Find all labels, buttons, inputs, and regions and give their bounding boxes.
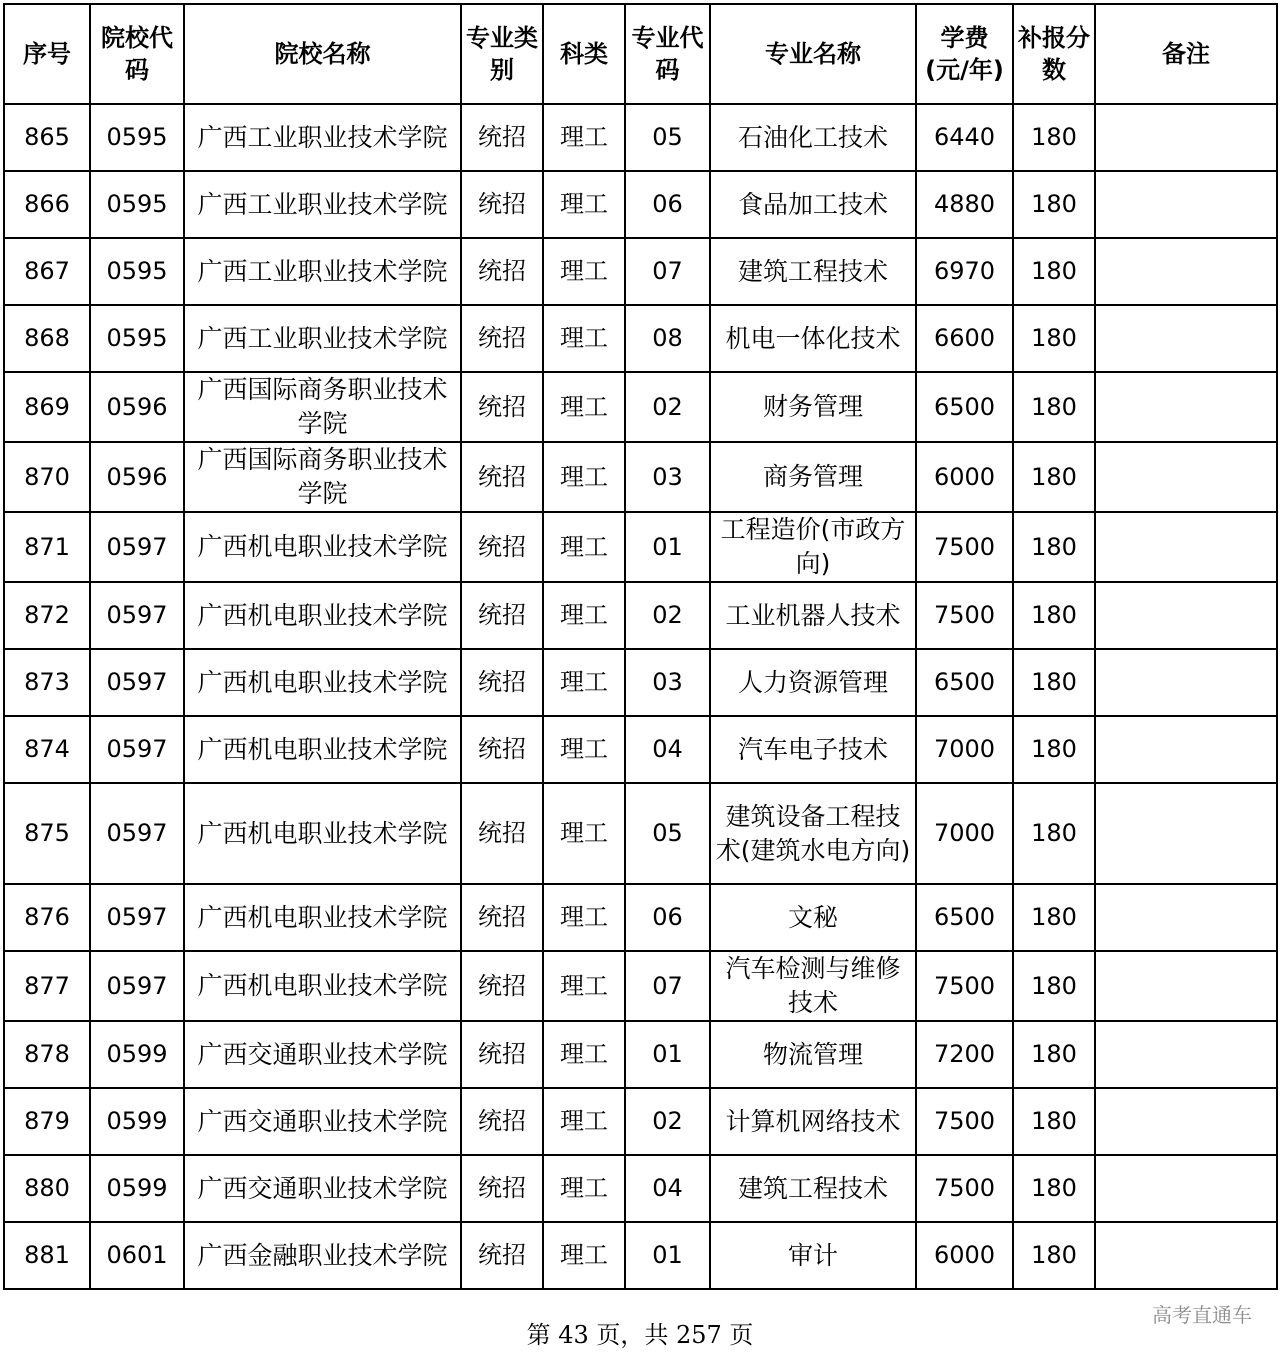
cell-school-code: 0597 (90, 716, 184, 783)
cell-school-name: 广西交通职业技术学院 (184, 1155, 461, 1222)
cell-major-code: 02 (625, 1088, 710, 1155)
cell-major-code: 03 (625, 442, 710, 512)
cell-major-name: 机电一体化技术 (710, 305, 916, 372)
cell-school-code: 0596 (90, 372, 184, 442)
cell-subject: 理工 (543, 238, 625, 305)
cell-school-name: 广西机电职业技术学院 (184, 512, 461, 582)
cell-school-name: 广西交通职业技术学院 (184, 1088, 461, 1155)
table-row (4, 884, 1277, 951)
cell-tuition: 6500 (916, 372, 1013, 442)
cell-major-code: 07 (625, 951, 710, 1021)
cell-major-code: 04 (625, 716, 710, 783)
table-row (4, 442, 1277, 512)
cell-subject: 理工 (543, 716, 625, 783)
cell-major-code: 06 (625, 884, 710, 951)
cell-category: 统招 (461, 1222, 543, 1289)
cell-school-name: 广西金融职业技术学院 (184, 1222, 461, 1289)
cell-tuition: 6500 (916, 649, 1013, 716)
cell-tuition: 6600 (916, 305, 1013, 372)
cell-seq: 873 (4, 649, 90, 716)
cell-major-name: 建筑工程技术 (710, 238, 916, 305)
cell-school-name: 广西机电职业技术学院 (184, 884, 461, 951)
header-row (4, 4, 1277, 104)
cell-school-code: 0597 (90, 783, 184, 884)
cell-category: 统招 (461, 1021, 543, 1088)
table-row (4, 1222, 1277, 1289)
cell-score: 180 (1013, 716, 1095, 783)
cell-score: 180 (1013, 884, 1095, 951)
cell-school-code: 0597 (90, 649, 184, 716)
cell-note (1095, 238, 1277, 305)
admissions-table (3, 3, 1278, 1290)
cell-tuition: 6500 (916, 884, 1013, 951)
cell-note (1095, 512, 1277, 582)
cell-subject: 理工 (543, 649, 625, 716)
cell-subject: 理工 (543, 951, 625, 1021)
cell-seq: 867 (4, 238, 90, 305)
cell-score: 180 (1013, 238, 1095, 305)
cell-note (1095, 951, 1277, 1021)
cell-subject: 理工 (543, 104, 625, 171)
table-row (4, 305, 1277, 372)
cell-score: 180 (1013, 582, 1095, 649)
cell-subject: 理工 (543, 442, 625, 512)
header-school-name: 院校名称 (184, 4, 461, 104)
cell-tuition: 4880 (916, 171, 1013, 238)
cell-tuition: 7000 (916, 716, 1013, 783)
cell-seq: 881 (4, 1222, 90, 1289)
cell-school-code: 0597 (90, 512, 184, 582)
cell-seq: 869 (4, 372, 90, 442)
cell-category: 统招 (461, 171, 543, 238)
cell-school-code: 0599 (90, 1021, 184, 1088)
cell-school-code: 0595 (90, 104, 184, 171)
cell-subject: 理工 (543, 372, 625, 442)
cell-seq: 874 (4, 716, 90, 783)
cell-note (1095, 649, 1277, 716)
cell-note (1095, 442, 1277, 512)
cell-note (1095, 884, 1277, 951)
cell-category: 统招 (461, 716, 543, 783)
cell-school-code: 0595 (90, 238, 184, 305)
table-row (4, 238, 1277, 305)
table-row (4, 716, 1277, 783)
cell-category: 统招 (461, 884, 543, 951)
header-subject: 科类 (543, 4, 625, 104)
cell-tuition: 7000 (916, 783, 1013, 884)
cell-major-name: 计算机网络技术 (710, 1088, 916, 1155)
cell-subject: 理工 (543, 783, 625, 884)
cell-subject: 理工 (543, 171, 625, 238)
cell-major-name: 石油化工技术 (710, 104, 916, 171)
cell-major-code: 08 (625, 305, 710, 372)
cell-note (1095, 104, 1277, 171)
cell-note (1095, 1155, 1277, 1222)
cell-subject: 理工 (543, 1021, 625, 1088)
cell-school-code: 0595 (90, 171, 184, 238)
cell-category: 统招 (461, 238, 543, 305)
header-score: 补报分数 (1013, 4, 1095, 104)
cell-score: 180 (1013, 1155, 1095, 1222)
cell-school-code: 0596 (90, 442, 184, 512)
cell-major-name: 工程造价(市政方向) (710, 512, 916, 582)
cell-subject: 理工 (543, 884, 625, 951)
cell-major-name: 建筑设备工程技术(建筑水电方向) (710, 783, 916, 884)
header-note: 备注 (1095, 4, 1277, 104)
cell-school-code: 0597 (90, 884, 184, 951)
cell-score: 180 (1013, 372, 1095, 442)
cell-major-code: 02 (625, 582, 710, 649)
cell-school-code: 0595 (90, 305, 184, 372)
cell-score: 180 (1013, 512, 1095, 582)
cell-school-name: 广西机电职业技术学院 (184, 582, 461, 649)
cell-seq: 876 (4, 884, 90, 951)
cell-note (1095, 305, 1277, 372)
cell-school-name: 广西机电职业技术学院 (184, 951, 461, 1021)
table-row (4, 951, 1277, 1021)
header-seq: 序号 (4, 4, 90, 104)
cell-tuition: 6000 (916, 1222, 1013, 1289)
cell-category: 统招 (461, 1155, 543, 1222)
header-tuition: 学费(元/年) (916, 4, 1013, 104)
cell-school-code: 0597 (90, 951, 184, 1021)
cell-category: 统招 (461, 305, 543, 372)
header-major-code: 专业代码 (625, 4, 710, 104)
cell-category: 统招 (461, 951, 543, 1021)
cell-seq: 879 (4, 1088, 90, 1155)
cell-seq: 877 (4, 951, 90, 1021)
cell-note (1095, 171, 1277, 238)
cell-note (1095, 1222, 1277, 1289)
cell-major-name: 物流管理 (710, 1021, 916, 1088)
table-row (4, 512, 1277, 582)
cell-category: 统招 (461, 512, 543, 582)
cell-seq: 872 (4, 582, 90, 649)
cell-tuition: 7500 (916, 512, 1013, 582)
table-row (4, 1155, 1277, 1222)
cell-school-code: 0601 (90, 1222, 184, 1289)
cell-seq: 865 (4, 104, 90, 171)
cell-major-code: 01 (625, 1021, 710, 1088)
cell-seq: 866 (4, 171, 90, 238)
cell-seq: 870 (4, 442, 90, 512)
cell-note (1095, 372, 1277, 442)
cell-category: 统招 (461, 783, 543, 884)
header-school-code: 院校代码 (90, 4, 184, 104)
cell-school-code: 0599 (90, 1088, 184, 1155)
table-row (4, 1088, 1277, 1155)
cell-school-code: 0599 (90, 1155, 184, 1222)
cell-seq: 875 (4, 783, 90, 884)
cell-school-name: 广西交通职业技术学院 (184, 1021, 461, 1088)
cell-tuition: 7500 (916, 1088, 1013, 1155)
cell-seq: 878 (4, 1021, 90, 1088)
cell-school-name: 广西机电职业技术学院 (184, 649, 461, 716)
cell-category: 统招 (461, 1088, 543, 1155)
cell-major-code: 05 (625, 104, 710, 171)
cell-school-name: 广西机电职业技术学院 (184, 716, 461, 783)
cell-tuition: 7500 (916, 582, 1013, 649)
cell-tuition: 6970 (916, 238, 1013, 305)
cell-score: 180 (1013, 1021, 1095, 1088)
cell-note (1095, 1021, 1277, 1088)
cell-school-name: 广西工业职业技术学院 (184, 305, 461, 372)
page-number: 第 43 页，共 257 页 (526, 1321, 754, 1349)
cell-major-name: 建筑工程技术 (710, 1155, 916, 1222)
cell-subject: 理工 (543, 305, 625, 372)
table-row (4, 171, 1277, 238)
table-row (4, 783, 1277, 884)
cell-major-name: 财务管理 (710, 372, 916, 442)
cell-major-name: 汽车检测与维修技术 (710, 951, 916, 1021)
cell-school-name: 广西工业职业技术学院 (184, 238, 461, 305)
header-major-name: 专业名称 (710, 4, 916, 104)
cell-note (1095, 716, 1277, 783)
cell-category: 统招 (461, 649, 543, 716)
cell-subject: 理工 (543, 1222, 625, 1289)
cell-school-name: 广西机电职业技术学院 (184, 783, 461, 884)
cell-major-code: 07 (625, 238, 710, 305)
cell-score: 180 (1013, 649, 1095, 716)
table-row (4, 582, 1277, 649)
cell-subject: 理工 (543, 512, 625, 582)
cell-major-name: 商务管理 (710, 442, 916, 512)
cell-subject: 理工 (543, 582, 625, 649)
cell-score: 180 (1013, 104, 1095, 171)
cell-school-code: 0597 (90, 582, 184, 649)
cell-score: 180 (1013, 442, 1095, 512)
cell-seq: 880 (4, 1155, 90, 1222)
watermark-text: 高考直通车 (1152, 1303, 1252, 1327)
cell-tuition: 6000 (916, 442, 1013, 512)
cell-category: 统招 (461, 372, 543, 442)
cell-school-name: 广西工业职业技术学院 (184, 171, 461, 238)
cell-tuition: 7500 (916, 1155, 1013, 1222)
cell-school-name: 广西国际商务职业技术学院 (184, 442, 461, 512)
cell-score: 180 (1013, 783, 1095, 884)
cell-major-code: 02 (625, 372, 710, 442)
cell-major-name: 工业机器人技术 (710, 582, 916, 649)
cell-major-code: 01 (625, 512, 710, 582)
cell-subject: 理工 (543, 1155, 625, 1222)
cell-category: 统招 (461, 104, 543, 171)
table-row (4, 1021, 1277, 1088)
cell-major-name: 汽车电子技术 (710, 716, 916, 783)
cell-note (1095, 582, 1277, 649)
cell-note (1095, 1088, 1277, 1155)
table-row (4, 372, 1277, 442)
cell-score: 180 (1013, 1088, 1095, 1155)
cell-subject: 理工 (543, 1088, 625, 1155)
cell-school-name: 广西国际商务职业技术学院 (184, 372, 461, 442)
cell-major-name: 文秘 (710, 884, 916, 951)
cell-score: 180 (1013, 951, 1095, 1021)
cell-score: 180 (1013, 1222, 1095, 1289)
table-row (4, 649, 1277, 716)
cell-major-code: 01 (625, 1222, 710, 1289)
cell-tuition: 7200 (916, 1021, 1013, 1088)
cell-major-code: 03 (625, 649, 710, 716)
cell-major-code: 05 (625, 783, 710, 884)
cell-major-name: 审计 (710, 1222, 916, 1289)
cell-note (1095, 783, 1277, 884)
cell-score: 180 (1013, 171, 1095, 238)
cell-tuition: 6440 (916, 104, 1013, 171)
cell-major-code: 06 (625, 171, 710, 238)
cell-school-name: 广西工业职业技术学院 (184, 104, 461, 171)
cell-category: 统招 (461, 582, 543, 649)
cell-major-name: 食品加工技术 (710, 171, 916, 238)
cell-major-name: 人力资源管理 (710, 649, 916, 716)
table-row (4, 104, 1277, 171)
header-category: 专业类别 (461, 4, 543, 104)
cell-seq: 871 (4, 512, 90, 582)
cell-category: 统招 (461, 442, 543, 512)
cell-major-code: 04 (625, 1155, 710, 1222)
cell-score: 180 (1013, 305, 1095, 372)
cell-seq: 868 (4, 305, 90, 372)
cell-tuition: 7500 (916, 951, 1013, 1021)
